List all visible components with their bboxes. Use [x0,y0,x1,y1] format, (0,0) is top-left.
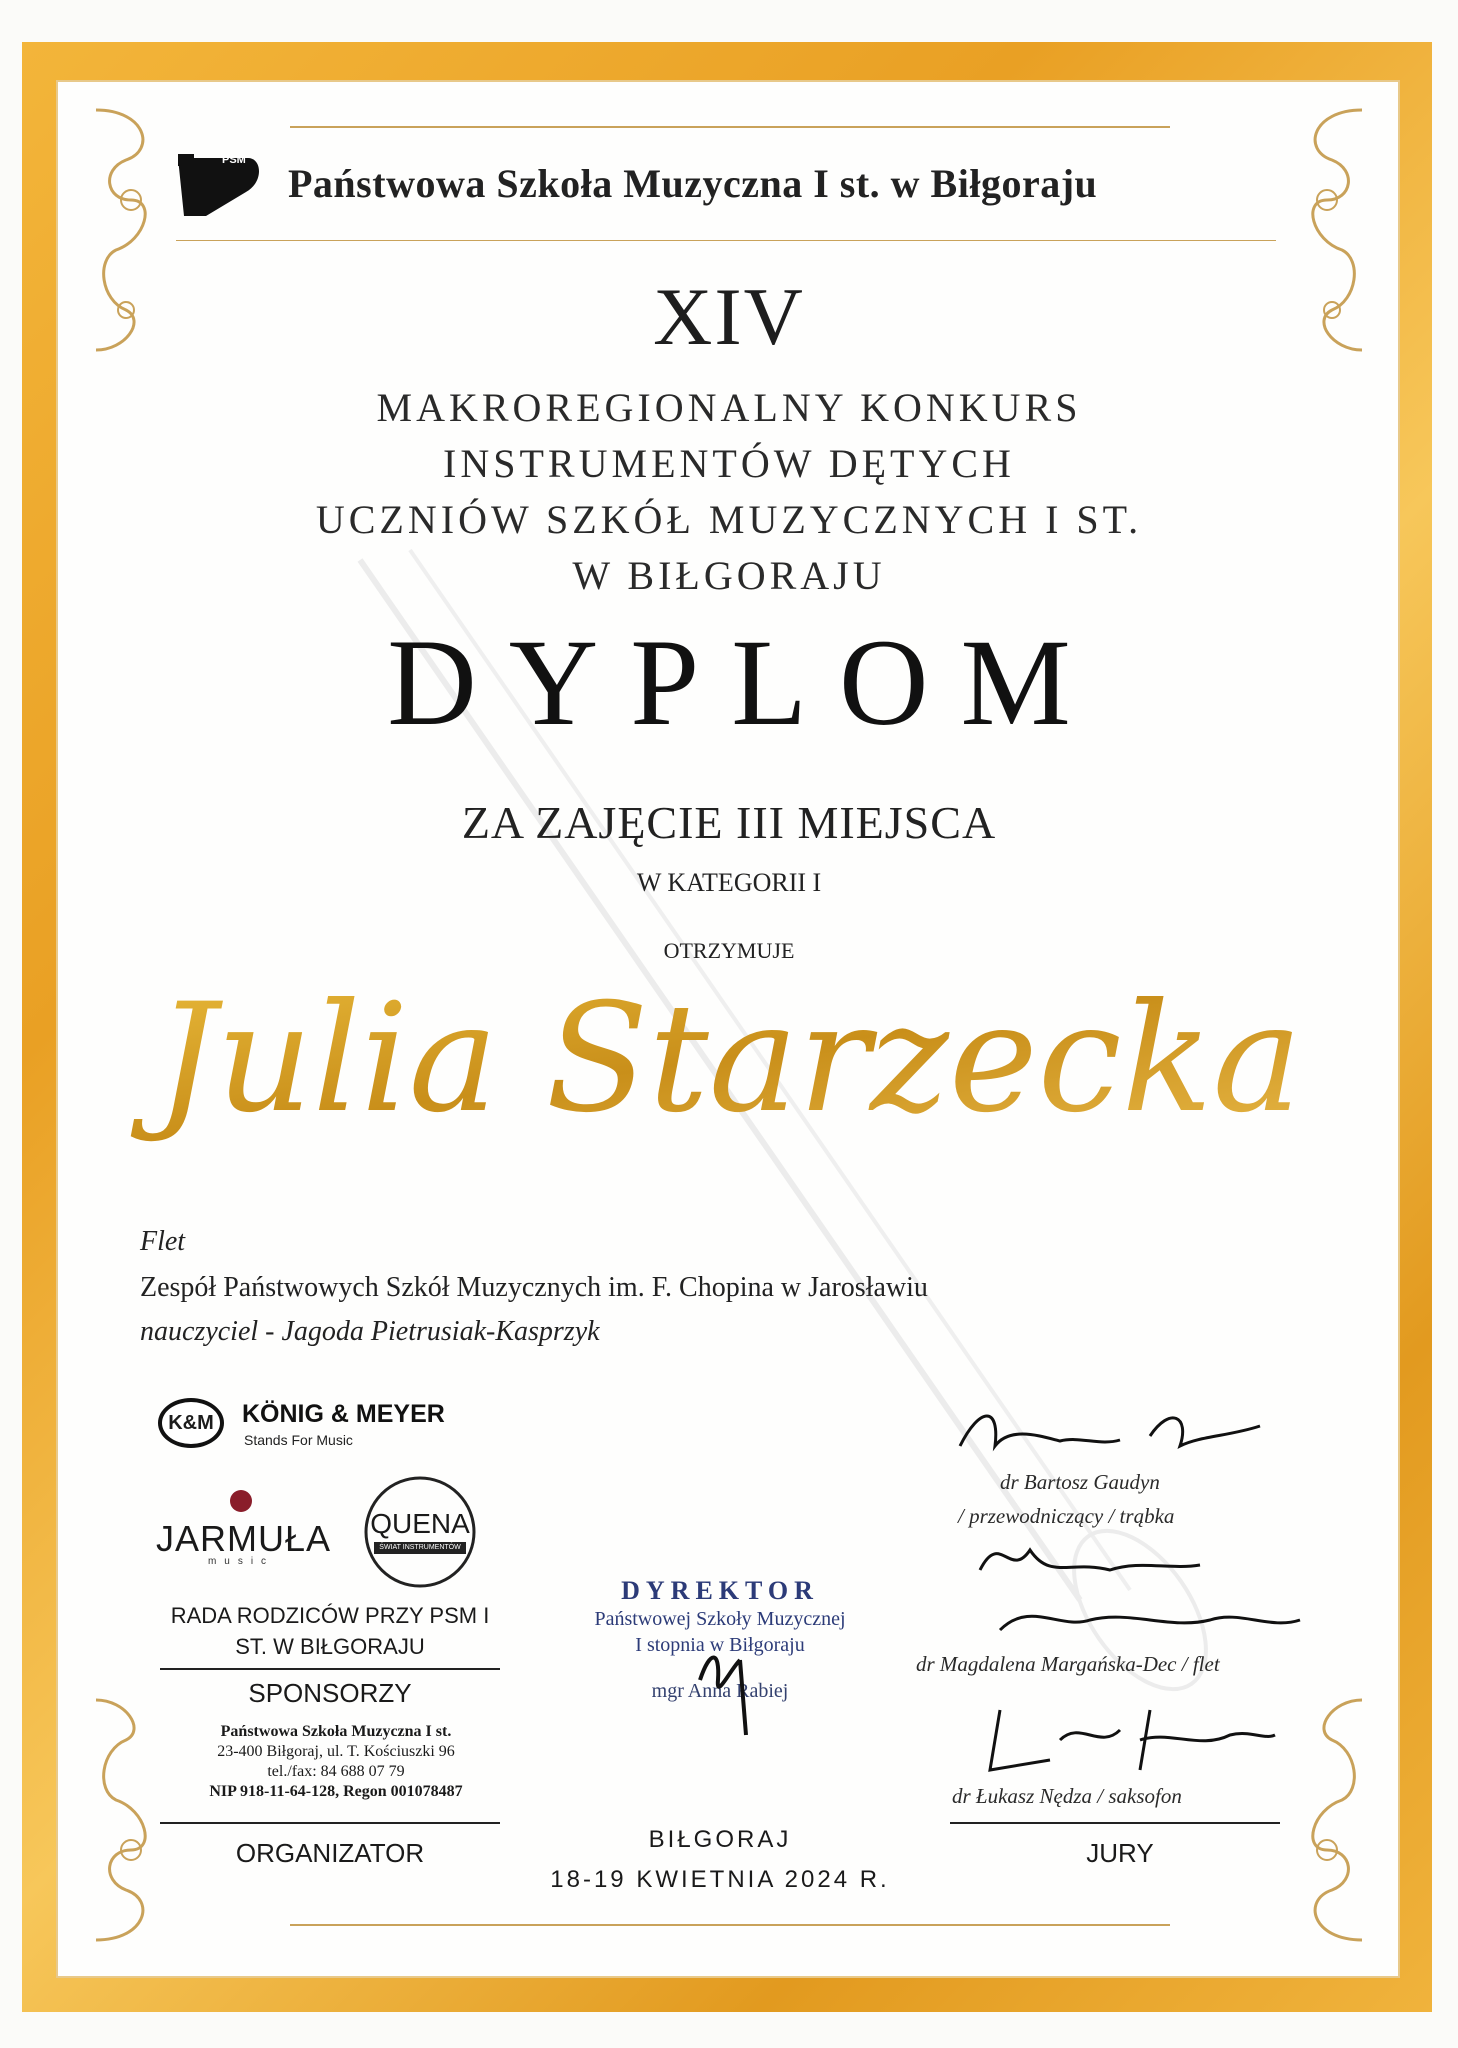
jarmula-logo [156,1490,332,1567]
organizer-stamp [176,1722,496,1802]
bottom-ornament-line [290,1924,1170,1926]
student-school: Zespół Państwowych Szkół Muzycznych im. F. Chopina w Jarosławiu [140,1272,928,1303]
contest-title-line-4: W BIŁGORAJU [572,553,886,598]
km-tagline: Stands For Music [244,1432,353,1448]
jury-signature-2 [970,1520,1320,1650]
recipient-name-text: Julia Starzecka [155,972,1303,1146]
edition-number: XIV [653,271,805,362]
director-school-line-2: I stopnia w Biłgoraju [635,1634,805,1656]
header-underline [176,240,1276,241]
school-name: Państwowa Szkoła Muzyczna I st. w Biłgoraju [288,161,1098,206]
jury-member-1: dr Bartosz Gaudyn [1000,1470,1160,1494]
director-name: mgr Anna Rabiej [651,1680,789,1702]
jury-label: JURY [1086,1838,1154,1868]
jarmula-emblem-icon [230,1490,252,1512]
konig-meyer-logo [158,1398,445,1448]
contest-title-line-1: MAKROREGIONALNY KONKURS [376,385,1082,430]
date: 18-19 KWIETNIA 2024 R. [550,1866,890,1893]
km-badge: K&M [158,1398,224,1448]
jury-member-1-role: / przewodniczący / trąbka [958,1504,1175,1528]
director-title: DYREKTOR [621,1576,819,1605]
diploma-title: DYPLOM [387,614,1103,751]
corner-flourish-bottom-right [1272,1690,1372,1950]
jury-member-3: dr Łukasz Nędza / saksofon [952,1784,1182,1808]
psm-logo [176,152,266,218]
sponsors-label: SPONSORZY [248,1678,412,1708]
quena-name: QUENA [370,1508,470,1539]
director-signature [690,1640,770,1740]
recipient-name [0,960,1458,1190]
jury-rule [950,1822,1280,1824]
category-line: W KATEGORII I [636,868,822,897]
top-ornament-line [290,126,1170,128]
contest-title-line-2: INSTRUMENTÓW DĘTYCH [443,441,1015,486]
organizer-line-2: 23-400 Biłgoraj, ul. T. Kościuszki 96 [217,1743,455,1760]
parents-council: RADA RODZICÓW PRZY PSM I ST. W BIŁGORAJU [170,1603,490,1659]
jarmula-name: JARMUŁA [156,1518,332,1559]
instrument: Flet [140,1226,186,1257]
receives-label: OTRZYMUJE [663,938,795,963]
teacher: nauczyciel - Jagoda Pietrusiak-Kasprzyk [140,1316,600,1347]
place: BIŁGORAJ [648,1826,792,1853]
award-line: ZA ZAJĘCIE III MIEJSCA [461,797,997,848]
corner-flourish-bottom-left [86,1690,186,1950]
director-school-line-1: Państwowej Szkoły Muzycznej [594,1608,846,1630]
organizer-line-1: Państwowa Szkoła Muzyczna I st. [220,1723,452,1740]
organizer-line-3: tel./fax: 84 688 07 79 [267,1763,405,1780]
psm-logo-text: PSM [222,154,246,166]
jury-signature-1 [950,1396,1280,1476]
jury-member-2: dr Magdalena Margańska-Dec / flet [916,1652,1220,1676]
quena-sub: ŚWIAT INSTRUMENTÓW [374,1542,466,1554]
sponsors-rule-top [160,1668,500,1670]
quena-logo [360,1472,480,1592]
jarmula-sub: music [207,1556,275,1567]
organizer-label: ORGANIZATOR [235,1838,425,1868]
organizer-rule [160,1822,500,1824]
place-and-date [500,1820,940,1900]
contest-title-line-3: UCZNIÓW SZKÓŁ MUZYCZNYCH I ST. [315,497,1143,542]
jury-signature-3 [980,1690,1280,1780]
organizer-line-4: NIP 918-11-64-128, Regon 001078487 [209,1783,463,1800]
km-name: KÖNIG & MEYER [242,1400,445,1428]
